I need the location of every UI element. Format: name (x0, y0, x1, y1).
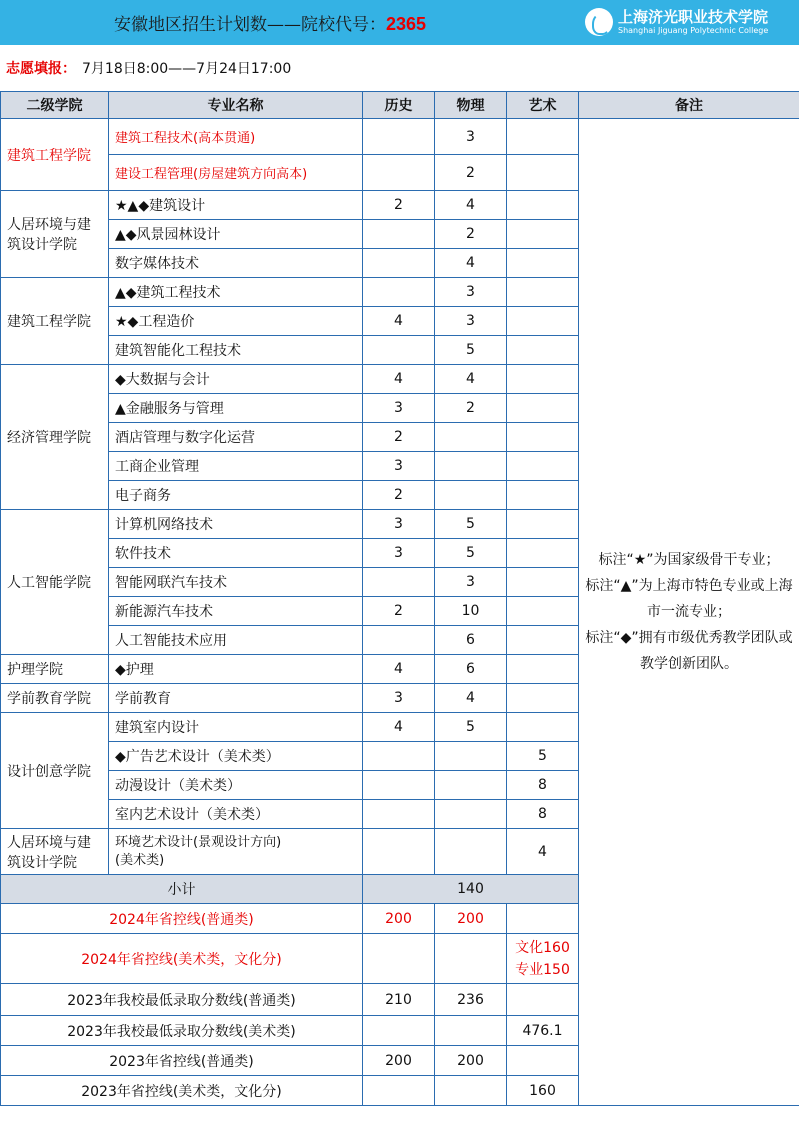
history-cell: 3 (363, 539, 435, 568)
physics-cell: 6 (435, 655, 507, 684)
score-line-label: 2023年省控线(美术类，文化分) (1, 1076, 363, 1106)
history-cell: 3 (363, 452, 435, 481)
history-cell: 3 (363, 510, 435, 539)
art-cell (507, 278, 579, 307)
score-line-label: 2024年省控线(普通类) (1, 904, 363, 934)
major-cell: ★▲◆建筑设计 (109, 191, 363, 220)
major-cell: 电子商务 (109, 481, 363, 510)
note-teaching-team: 标注“◆”拥有市级优秀教学团队或教学创新团队。 (585, 630, 793, 672)
history-cell (363, 220, 435, 249)
physics-cell: 2 (435, 220, 507, 249)
physics-cell: 2 (435, 394, 507, 423)
physics-cell: 10 (435, 597, 507, 626)
table-row (1, 119, 799, 155)
history-cell (363, 336, 435, 365)
history-cell: 2 (363, 597, 435, 626)
college-cell: 设计创意学院 (1, 713, 109, 829)
history-cell (363, 155, 435, 191)
history-cell: 3 (363, 684, 435, 713)
college-cell: 人居环境与建筑设计学院 (1, 829, 109, 875)
history-score (363, 1076, 435, 1106)
application-period (0, 51, 799, 87)
history-cell (363, 800, 435, 829)
college-cell: 建筑工程学院 (1, 278, 109, 365)
history-cell (363, 568, 435, 597)
history-cell (363, 119, 435, 155)
history-cell (363, 829, 435, 875)
physics-cell: 4 (435, 249, 507, 278)
art-cell (507, 713, 579, 742)
art-cell (507, 394, 579, 423)
art-cell (507, 119, 579, 155)
art-cell: 4 (507, 829, 579, 875)
history-score (363, 1016, 435, 1046)
major-cell: 建设工程管理(房屋建筑方向高本) (109, 155, 363, 191)
history-score: 210 (363, 984, 435, 1016)
college-emblem-icon (585, 8, 613, 36)
art-cell (507, 568, 579, 597)
school-code: 2365 (386, 14, 427, 34)
physics-cell (435, 800, 507, 829)
history-cell: 3 (363, 394, 435, 423)
physics-cell: 5 (435, 510, 507, 539)
page-header (0, 0, 799, 45)
history-score: 200 (363, 1046, 435, 1076)
history-cell: 4 (363, 365, 435, 394)
art-cell (507, 336, 579, 365)
col-art: 艺术 (507, 92, 579, 119)
art-cell (507, 452, 579, 481)
physics-cell: 6 (435, 626, 507, 655)
physics-cell (435, 742, 507, 771)
table-header-row (1, 92, 799, 119)
remarks-cell (579, 119, 799, 1106)
art-score (507, 1046, 579, 1076)
application-period-label: 志愿填报： (6, 61, 76, 77)
col-physics: 物理 (435, 92, 507, 119)
major-cell: 工商企业管理 (109, 452, 363, 481)
col-history: 历史 (363, 92, 435, 119)
physics-cell: 3 (435, 278, 507, 307)
physics-score (435, 934, 507, 984)
score-line-label: 2023年省控线(普通类) (1, 1046, 363, 1076)
physics-score: 236 (435, 984, 507, 1016)
art-cell: 5 (507, 742, 579, 771)
history-cell (363, 771, 435, 800)
physics-cell (435, 829, 507, 875)
col-remarks: 备注 (579, 92, 799, 119)
major-cell: 人工智能技术应用 (109, 626, 363, 655)
art-score: 文化160 专业150 (507, 934, 579, 984)
history-cell: 2 (363, 481, 435, 510)
major-cell: ◆护理 (109, 655, 363, 684)
art-cell (507, 510, 579, 539)
history-cell (363, 278, 435, 307)
art-cell (507, 365, 579, 394)
art-score (507, 904, 579, 934)
history-cell: 4 (363, 713, 435, 742)
physics-cell: 3 (435, 568, 507, 597)
art-cell (507, 684, 579, 713)
art-cell: 8 (507, 771, 579, 800)
physics-cell: 5 (435, 713, 507, 742)
history-cell (363, 249, 435, 278)
score-line-label: 2023年我校最低录取分数线(美术类) (1, 1016, 363, 1046)
art-cell (507, 220, 579, 249)
history-cell (363, 626, 435, 655)
logo-chinese-name: 上海济光职业技术学院 (618, 8, 769, 26)
major-cell: 建筑室内设计 (109, 713, 363, 742)
physics-score (435, 1016, 507, 1046)
art-cell (507, 155, 579, 191)
college-cell: 建筑工程学院 (1, 119, 109, 191)
enrollment-plan-table (0, 91, 799, 1106)
art-cell (507, 191, 579, 220)
art-cell: 8 (507, 800, 579, 829)
col-major: 专业名称 (109, 92, 363, 119)
art-cell (507, 626, 579, 655)
major-cell: 环境艺术设计(景观设计方向) (美术类) (109, 829, 363, 875)
page-title: 安徽地区招生计划数——院校代号：2365 (114, 14, 427, 35)
physics-cell: 3 (435, 307, 507, 336)
physics-score (435, 1076, 507, 1106)
score-line-label: 2023年我校最低录取分数线(普通类) (1, 984, 363, 1016)
physics-cell: 5 (435, 539, 507, 568)
history-score (363, 934, 435, 984)
major-cell: ★◆工程造价 (109, 307, 363, 336)
physics-cell (435, 423, 507, 452)
college-cell: 人工智能学院 (1, 510, 109, 655)
art-cell (507, 249, 579, 278)
art-cell (507, 655, 579, 684)
major-cell: 动漫设计（美术类） (109, 771, 363, 800)
major-cell: 学前教育 (109, 684, 363, 713)
physics-cell (435, 481, 507, 510)
college-logo (585, 6, 795, 40)
history-cell: 2 (363, 191, 435, 220)
history-cell: 4 (363, 307, 435, 336)
art-cell (507, 481, 579, 510)
subtotal-value: 140 (363, 875, 579, 904)
major-cell: 数字媒体技术 (109, 249, 363, 278)
major-cell: 新能源汽车技术 (109, 597, 363, 626)
application-period-value: 7月18日8:00——7月24日17:00 (82, 61, 292, 77)
college-cell: 护理学院 (1, 655, 109, 684)
logo-english-name: Shanghai Jiguang Polytechnic College (618, 26, 769, 35)
physics-cell: 3 (435, 119, 507, 155)
col-college: 二级学院 (1, 92, 109, 119)
history-cell: 4 (363, 655, 435, 684)
major-cell: 软件技术 (109, 539, 363, 568)
note-national-key: 标注“★”为国家级骨干专业； (598, 552, 780, 568)
physics-cell: 4 (435, 684, 507, 713)
history-cell: 2 (363, 423, 435, 452)
college-cell: 经济管理学院 (1, 365, 109, 510)
art-cell (507, 597, 579, 626)
major-cell: 酒店管理与数字化运营 (109, 423, 363, 452)
college-cell: 人居环境与建筑设计学院 (1, 191, 109, 278)
note-shanghai-feature: 标注“▲”为上海市特色专业或上海市一流专业； (585, 578, 793, 620)
major-cell: ◆广告艺术设计（美术类） (109, 742, 363, 771)
college-cell: 学前教育学院 (1, 684, 109, 713)
major-cell: ▲金融服务与管理 (109, 394, 363, 423)
physics-cell: 5 (435, 336, 507, 365)
major-cell: ◆大数据与会计 (109, 365, 363, 394)
physics-cell: 4 (435, 365, 507, 394)
major-cell: ▲◆建筑工程技术 (109, 278, 363, 307)
physics-score: 200 (435, 1046, 507, 1076)
major-cell: 计算机网络技术 (109, 510, 363, 539)
art-cell (507, 307, 579, 336)
art-cell (507, 423, 579, 452)
history-cell (363, 742, 435, 771)
major-cell: 智能网联汽车技术 (109, 568, 363, 597)
art-score: 160 (507, 1076, 579, 1106)
major-cell: 建筑智能化工程技术 (109, 336, 363, 365)
subtotal-label: 小计 (1, 875, 363, 904)
art-cell (507, 539, 579, 568)
physics-cell: 2 (435, 155, 507, 191)
physics-cell: 4 (435, 191, 507, 220)
art-score (507, 984, 579, 1016)
physics-cell (435, 452, 507, 481)
physics-cell (435, 771, 507, 800)
major-cell: 建筑工程技术(高本贯通) (109, 119, 363, 155)
major-cell: ▲◆风景园林设计 (109, 220, 363, 249)
physics-score: 200 (435, 904, 507, 934)
major-cell: 室内艺术设计（美术类） (109, 800, 363, 829)
art-score: 476.1 (507, 1016, 579, 1046)
score-line-label: 2024年省控线(美术类，文化分) (1, 934, 363, 984)
history-score: 200 (363, 904, 435, 934)
